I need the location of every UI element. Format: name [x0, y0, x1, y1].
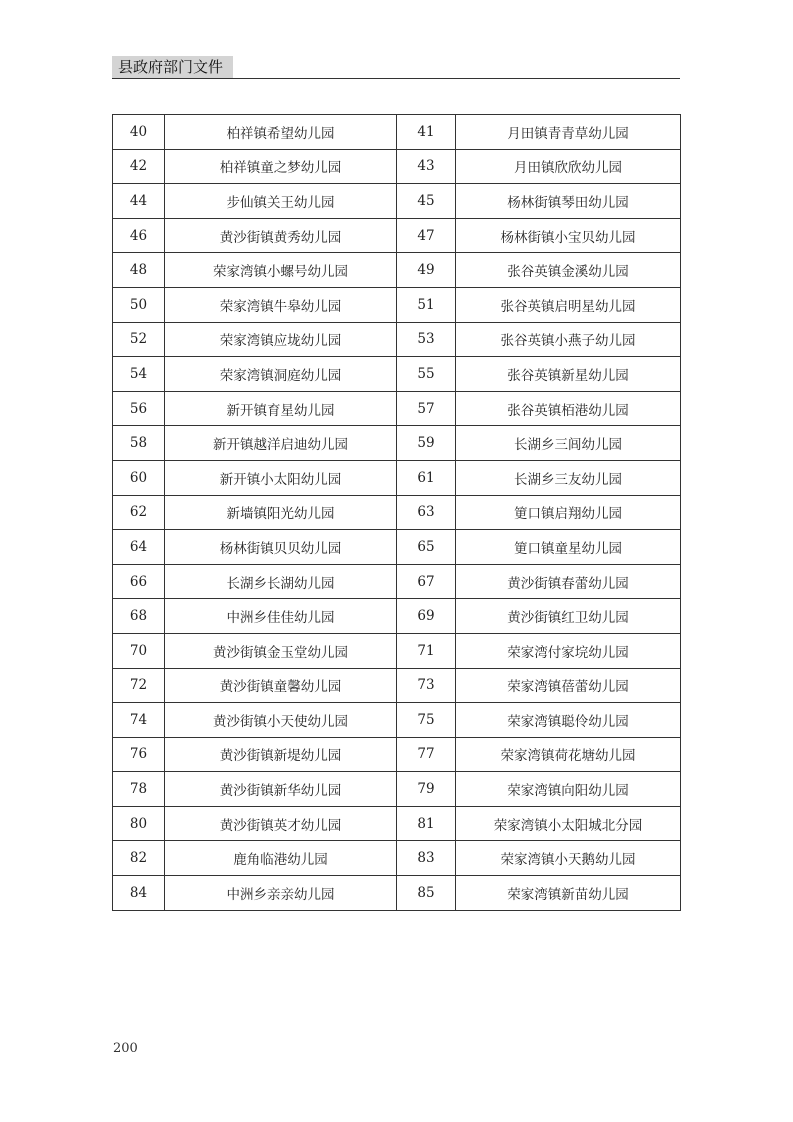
- header-divider: [112, 78, 680, 79]
- kindergarten-name: 柏祥镇童之梦幼儿园: [165, 149, 397, 184]
- kindergarten-name: 中洲乡佳佳幼儿园: [165, 599, 397, 634]
- kindergarten-name: 荣家湾镇向阳幼儿园: [456, 772, 681, 807]
- entry-number: 71: [397, 633, 456, 668]
- table-row: [113, 460, 681, 495]
- entry-number: 46: [113, 218, 165, 253]
- kindergarten-name: 荣家湾镇聪伶幼儿园: [456, 703, 681, 738]
- entry-number: 61: [397, 460, 456, 495]
- kindergarten-name: 杨林街镇琴田幼儿园: [456, 184, 681, 219]
- entry-number: 48: [113, 253, 165, 288]
- kindergarten-name: 张谷英镇小燕子幼儿园: [456, 322, 681, 357]
- table-row: [113, 772, 681, 807]
- table-row: [113, 495, 681, 530]
- kindergarten-name: 黄沙街镇英才幼儿园: [165, 806, 397, 841]
- entry-number: 83: [397, 841, 456, 876]
- kindergarten-name: 荣家湾镇蓓蕾幼儿园: [456, 668, 681, 703]
- kindergarten-name: 月田镇欣欣幼儿园: [456, 149, 681, 184]
- kindergarten-name: 荣家湾镇牛皋幼儿园: [165, 287, 397, 322]
- entry-number: 80: [113, 806, 165, 841]
- table-row: [113, 391, 681, 426]
- entry-number: 45: [397, 184, 456, 219]
- kindergarten-name: 新墙镇阳光幼儿园: [165, 495, 397, 530]
- entry-number: 52: [113, 322, 165, 357]
- entry-number: 77: [397, 737, 456, 772]
- kindergarten-name: 月田镇青青草幼儿园: [456, 115, 681, 150]
- table-row: [113, 841, 681, 876]
- kindergarten-name: 荣家湾镇小太阳城北分园: [456, 806, 681, 841]
- kindergarten-name: 荣家湾镇应垅幼儿园: [165, 322, 397, 357]
- entry-number: 73: [397, 668, 456, 703]
- kindergarten-name: 荣家湾镇新苗幼儿园: [456, 876, 681, 911]
- entry-number: 81: [397, 806, 456, 841]
- entry-number: 70: [113, 633, 165, 668]
- kindergarten-name: 黄沙街镇小天使幼儿园: [165, 703, 397, 738]
- table-row: [113, 357, 681, 392]
- kindergarten-name: 荣家湾镇小螺号幼儿园: [165, 253, 397, 288]
- entry-number: 44: [113, 184, 165, 219]
- table-row: [113, 322, 681, 357]
- entry-number: 66: [113, 564, 165, 599]
- entry-number: 42: [113, 149, 165, 184]
- kindergarten-name: 黄沙街镇新华幼儿园: [165, 772, 397, 807]
- entry-number: 41: [397, 115, 456, 150]
- entry-number: 68: [113, 599, 165, 634]
- kindergarten-name: 荣家湾付家垸幼儿园: [456, 633, 681, 668]
- table-row: [113, 184, 681, 219]
- table-row: [113, 115, 681, 150]
- entry-number: 55: [397, 357, 456, 392]
- entry-number: 58: [113, 426, 165, 461]
- table-row: [113, 806, 681, 841]
- table-row: [113, 633, 681, 668]
- entry-number: 62: [113, 495, 165, 530]
- table-row: [113, 530, 681, 565]
- entry-number: 65: [397, 530, 456, 565]
- entry-number: 63: [397, 495, 456, 530]
- entry-number: 50: [113, 287, 165, 322]
- entry-number: 64: [113, 530, 165, 565]
- kindergarten-name: 黄沙街镇黄秀幼儿园: [165, 218, 397, 253]
- entry-number: 49: [397, 253, 456, 288]
- entry-number: 47: [397, 218, 456, 253]
- entry-number: 85: [397, 876, 456, 911]
- table-row: [113, 599, 681, 634]
- kindergarten-name: 长湖乡长湖幼儿园: [165, 564, 397, 599]
- entry-number: 82: [113, 841, 165, 876]
- kindergarten-name: 荣家湾镇洞庭幼儿园: [165, 357, 397, 392]
- kindergarten-name: 张谷英镇新星幼儿园: [456, 357, 681, 392]
- kindergarten-name: 筻口镇童星幼儿园: [456, 530, 681, 565]
- kindergarten-table: [112, 114, 681, 911]
- entry-number: 59: [397, 426, 456, 461]
- kindergarten-name: 鹿角临港幼儿园: [165, 841, 397, 876]
- table-row: [113, 218, 681, 253]
- kindergarten-name: 长湖乡三友幼儿园: [456, 460, 681, 495]
- page-number: 200: [113, 1041, 138, 1056]
- table-row: [113, 149, 681, 184]
- kindergarten-name: 张谷英镇启明星幼儿园: [456, 287, 681, 322]
- header-title: 县政府部门文件: [112, 56, 233, 78]
- kindergarten-name: 长湖乡三闾幼儿园: [456, 426, 681, 461]
- entry-number: 43: [397, 149, 456, 184]
- kindergarten-name: 张谷英镇金溪幼儿园: [456, 253, 681, 288]
- kindergarten-name: 黄沙街镇童馨幼儿园: [165, 668, 397, 703]
- entry-number: 67: [397, 564, 456, 599]
- kindergarten-name: 黄沙街镇金玉堂幼儿园: [165, 633, 397, 668]
- table-row: [113, 876, 681, 911]
- entry-number: 56: [113, 391, 165, 426]
- table-row: [113, 287, 681, 322]
- kindergarten-name: 荣家湾镇荷花塘幼儿园: [456, 737, 681, 772]
- kindergarten-name: 新开镇育星幼儿园: [165, 391, 397, 426]
- table-row: [113, 426, 681, 461]
- entry-number: 57: [397, 391, 456, 426]
- kindergarten-name: 新开镇越洋启迪幼儿园: [165, 426, 397, 461]
- table-row: [113, 737, 681, 772]
- entry-number: 76: [113, 737, 165, 772]
- kindergarten-name: 张谷英镇栢港幼儿园: [456, 391, 681, 426]
- kindergarten-name: 步仙镇关王幼儿园: [165, 184, 397, 219]
- kindergarten-name: 黄沙街镇红卫幼儿园: [456, 599, 681, 634]
- kindergarten-name: 新开镇小太阳幼儿园: [165, 460, 397, 495]
- entry-number: 79: [397, 772, 456, 807]
- entry-number: 74: [113, 703, 165, 738]
- entry-number: 40: [113, 115, 165, 150]
- entry-number: 75: [397, 703, 456, 738]
- table-row: [113, 564, 681, 599]
- kindergarten-name: 黄沙街镇春蕾幼儿园: [456, 564, 681, 599]
- kindergarten-name: 杨林街镇小宝贝幼儿园: [456, 218, 681, 253]
- kindergarten-name: 黄沙街镇新堤幼儿园: [165, 737, 397, 772]
- kindergarten-name: 杨林街镇贝贝幼儿园: [165, 530, 397, 565]
- kindergarten-name: 中洲乡亲亲幼儿园: [165, 876, 397, 911]
- entry-number: 78: [113, 772, 165, 807]
- entry-number: 60: [113, 460, 165, 495]
- table-row: [113, 668, 681, 703]
- entry-number: 53: [397, 322, 456, 357]
- entry-number: 84: [113, 876, 165, 911]
- table-row: [113, 253, 681, 288]
- entry-number: 54: [113, 357, 165, 392]
- entry-number: 69: [397, 599, 456, 634]
- table-body: [113, 115, 681, 911]
- entry-number: 51: [397, 287, 456, 322]
- document-header: [112, 56, 680, 80]
- kindergarten-name: 柏祥镇希望幼儿园: [165, 115, 397, 150]
- table-row: [113, 703, 681, 738]
- kindergarten-name: 荣家湾镇小天鹅幼儿园: [456, 841, 681, 876]
- entry-number: 72: [113, 668, 165, 703]
- kindergarten-name: 筻口镇启翔幼儿园: [456, 495, 681, 530]
